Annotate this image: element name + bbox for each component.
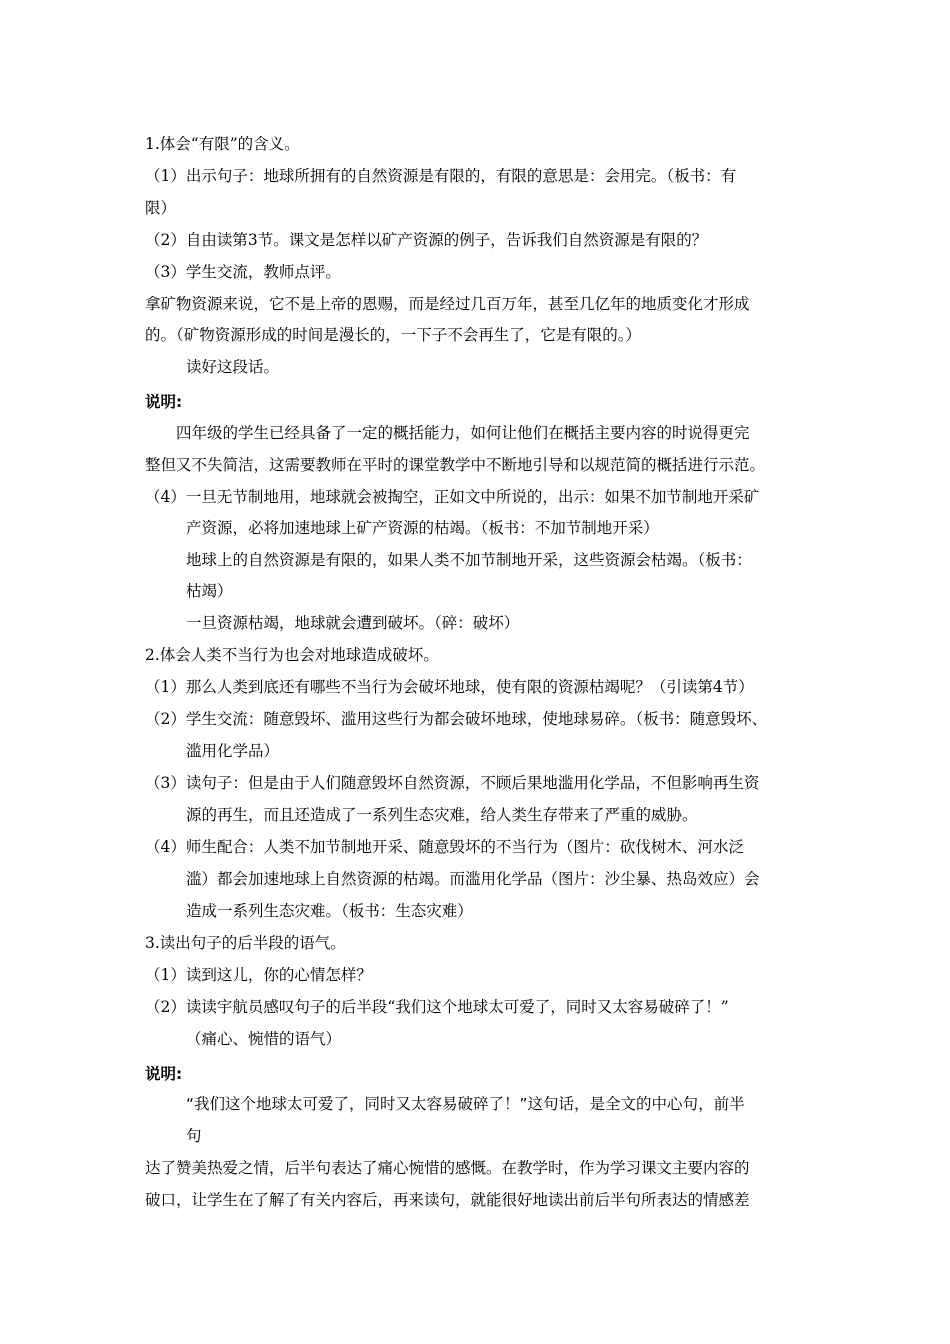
- s3-note-label: 说明:: [145, 1065, 183, 1083]
- s3-item2-line2: （痛心、惋惜的语气）: [186, 1030, 342, 1048]
- s1-read-line: 读好这段话。: [186, 358, 280, 376]
- section1-heading: 1.体会“有限”的含义。: [145, 135, 300, 153]
- s3-note-line4: 破口，让学生在了解了有关内容后，再来读句，就能很好地读出前后半句所表达的情感差: [145, 1191, 750, 1209]
- section3-heading: 3.读出句子的后半段的语气。: [145, 934, 346, 952]
- s3-note-line1: “我们这个地球太可爱了，同时又太容易破碎了！”这句话，是全文的中心句，前半: [186, 1095, 745, 1113]
- s1-item3: （3）学生交流，教师点评。: [145, 263, 341, 281]
- s1-item2: （2）自由读第3节。课文是怎样以矿产资源的例子，告诉我们自然资源是有限的？: [145, 231, 708, 249]
- section2-heading: 2.体会人类不当行为也会对地球造成破坏。: [145, 646, 439, 664]
- s1-note-label: 说明:: [145, 393, 183, 411]
- s2-item2-line2: 滥用化学品）: [186, 742, 280, 760]
- s3-note-line2: 句: [186, 1127, 202, 1145]
- s2-item1: （1）那么人类到底还有哪些不当行为会破坏地球，使有限的资源枯竭呢？（引读第4节）: [145, 678, 754, 696]
- s1-item1-line2: 限）: [145, 199, 177, 217]
- s1-note-line1: 四年级的学生已经具备了一定的概括能力，如何让他们在概括主要内容的时说得更完: [176, 424, 750, 442]
- s1-item4-line3: 地球上的自然资源是有限的，如果人类不加节制地开采，这些资源会枯竭。（板书：: [186, 551, 752, 569]
- s2-item4-line2: 滥）都会加速地球上自然资源的枯竭。而滥用化学品（图片：沙尘暴、热岛效应）会: [186, 870, 760, 888]
- s2-item2-line1: （2）学生交流：随意毁坏、滥用这些行为都会破坏地球，使地球易碎。（板书：随意毁坏、: [145, 710, 768, 728]
- s1-para-line1: 拿矿物资源来说，它不是上帝的恩赐，而是经过几百万年，甚至几亿年的地质变化才形成: [145, 295, 750, 313]
- s3-item2-line1: （2）读读宇航员感叹句子的后半段“我们这个地球太可爱了，同时又太容易破碎了！”: [145, 998, 729, 1016]
- s3-note-line3: 达了赞美热爱之情，后半句表达了痛心惋惜的感慨。在教学时，作为学习课文主要内容的: [145, 1159, 750, 1177]
- s1-item1-line1: （1）出示句子：地球所拥有的自然资源是有限的，有限的意思是：会用完。（板书：有: [145, 167, 737, 185]
- s1-item4-line4: 枯竭）: [186, 582, 233, 600]
- s1-para-line2: 的。（矿物资源形成的时间是漫长的，一下子不会再生了，它是有限的。）: [145, 326, 642, 344]
- s2-item3-line1: （3）读句子：但是由于人们随意毁坏自然资源，不顾后果地滥用化学品，不但影响再生资: [145, 774, 760, 792]
- s1-item4-line5: 一旦资源枯竭，地球就会遭到破坏。（碎：破坏）: [186, 614, 520, 632]
- s2-item4-line3: 造成一系列生态灾难。（板书：生态灾难）: [186, 902, 473, 920]
- s2-item3-line2: 源的再生，而且还造成了一系列生态灾难，给人类生存带来了严重的威胁。: [186, 806, 698, 824]
- s1-note-line2: 整但又不失简洁，这需要教师在平时的课堂教学中不断地引导和以规范简的概括进行示范。: [145, 456, 766, 474]
- s1-item4-line2: 产资源，必将加速地球上矿产资源的枯竭。（板书：不加节制地开采）: [186, 519, 659, 537]
- s1-item4-line1: （4）一旦无节制地用，地球就会被掏空，正如文中所说的，出示：如果不加节制地开采矿: [145, 488, 760, 506]
- s2-item4-line1: （4）师生配合：人类不加节制地开采、随意毁坏的不当行为（图片：砍伐树木、河水泛: [145, 838, 744, 856]
- s3-item1: （1）读到这儿，你的心情怎样？: [145, 966, 372, 984]
